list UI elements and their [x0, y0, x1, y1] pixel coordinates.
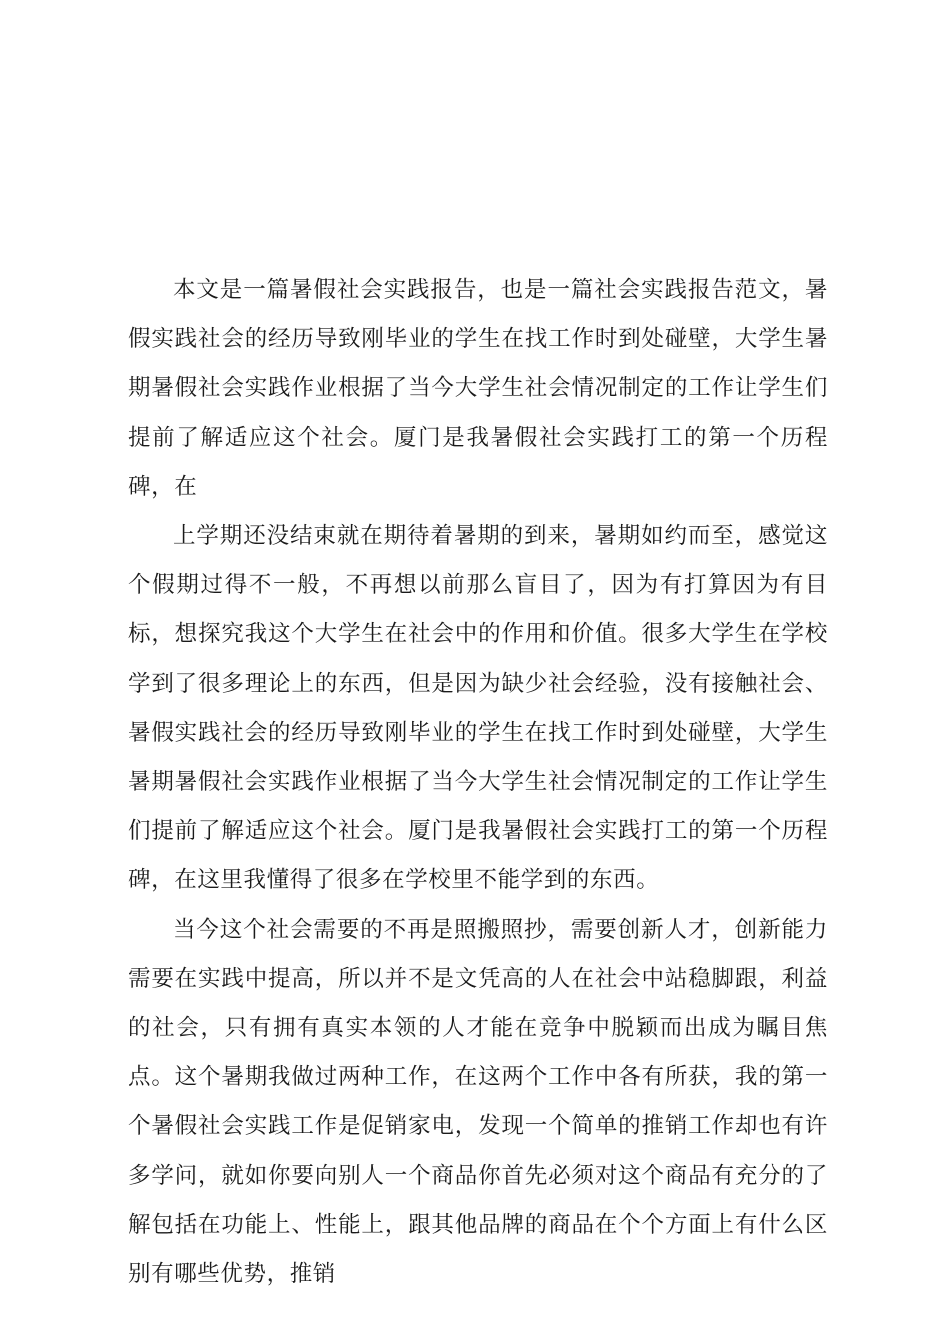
document-body: [128, 266, 828, 1299]
paragraph-1: 本文是一篇暑假社会实践报告，也是一篇社会实践报告范文，暑假实践社会的经历导致刚毕业的学生在找工作时到处碰壁，大学生暑期暑假社会实践作业根据了当今大学生社会情况制定的工作让学生们提前了解适应这个社会。厦门是我暑假社会实践打工的第一个历程碑，在: [128, 277, 828, 500]
paragraph-2: 上学期还没结束就在期待着暑期的到来，暑期如约而至，感觉这个假期过得不一般，不再想以前那么盲目了，因为有打算因为有目标，想探究我这个大学生在社会中的作用和价值。很多大学生在学校学到了很多理论上的东西，但是因为缺少社会经验，没有接触社会、暑假实践社会的经历导致刚毕业的学生在找工作时到处碰壁，大学生暑期暑假社会实践作业根据了当今大学生社会情况制定的工作让学生们提前了解适应这个社会。厦门是我暑假社会实践打工的第一个历程碑，在这里我懂得了很多在学校里不能学到的东西。: [128, 523, 828, 894]
paragraph-3: 当今这个社会需要的不再是照搬照抄，需要创新人才，创新能力需要在实践中提高，所以并不是文凭高的人在社会中站稳脚跟，利益的社会，只有拥有真实本领的人才能在竞争中脱颖而出成为瞩目焦点。这个暑期我做过两种工作，在这两个工作中各有所获，我的第一个暑假社会实践工作是促销家电，发现一个简单的推销工作却也有许多学问，就如你要向别人一个商品你首先必须对这个商品有充分的了解包括在功能上、性能上，跟其他品牌的商品在个个方面上有什么区别有哪些优势，推销: [128, 916, 828, 1288]
